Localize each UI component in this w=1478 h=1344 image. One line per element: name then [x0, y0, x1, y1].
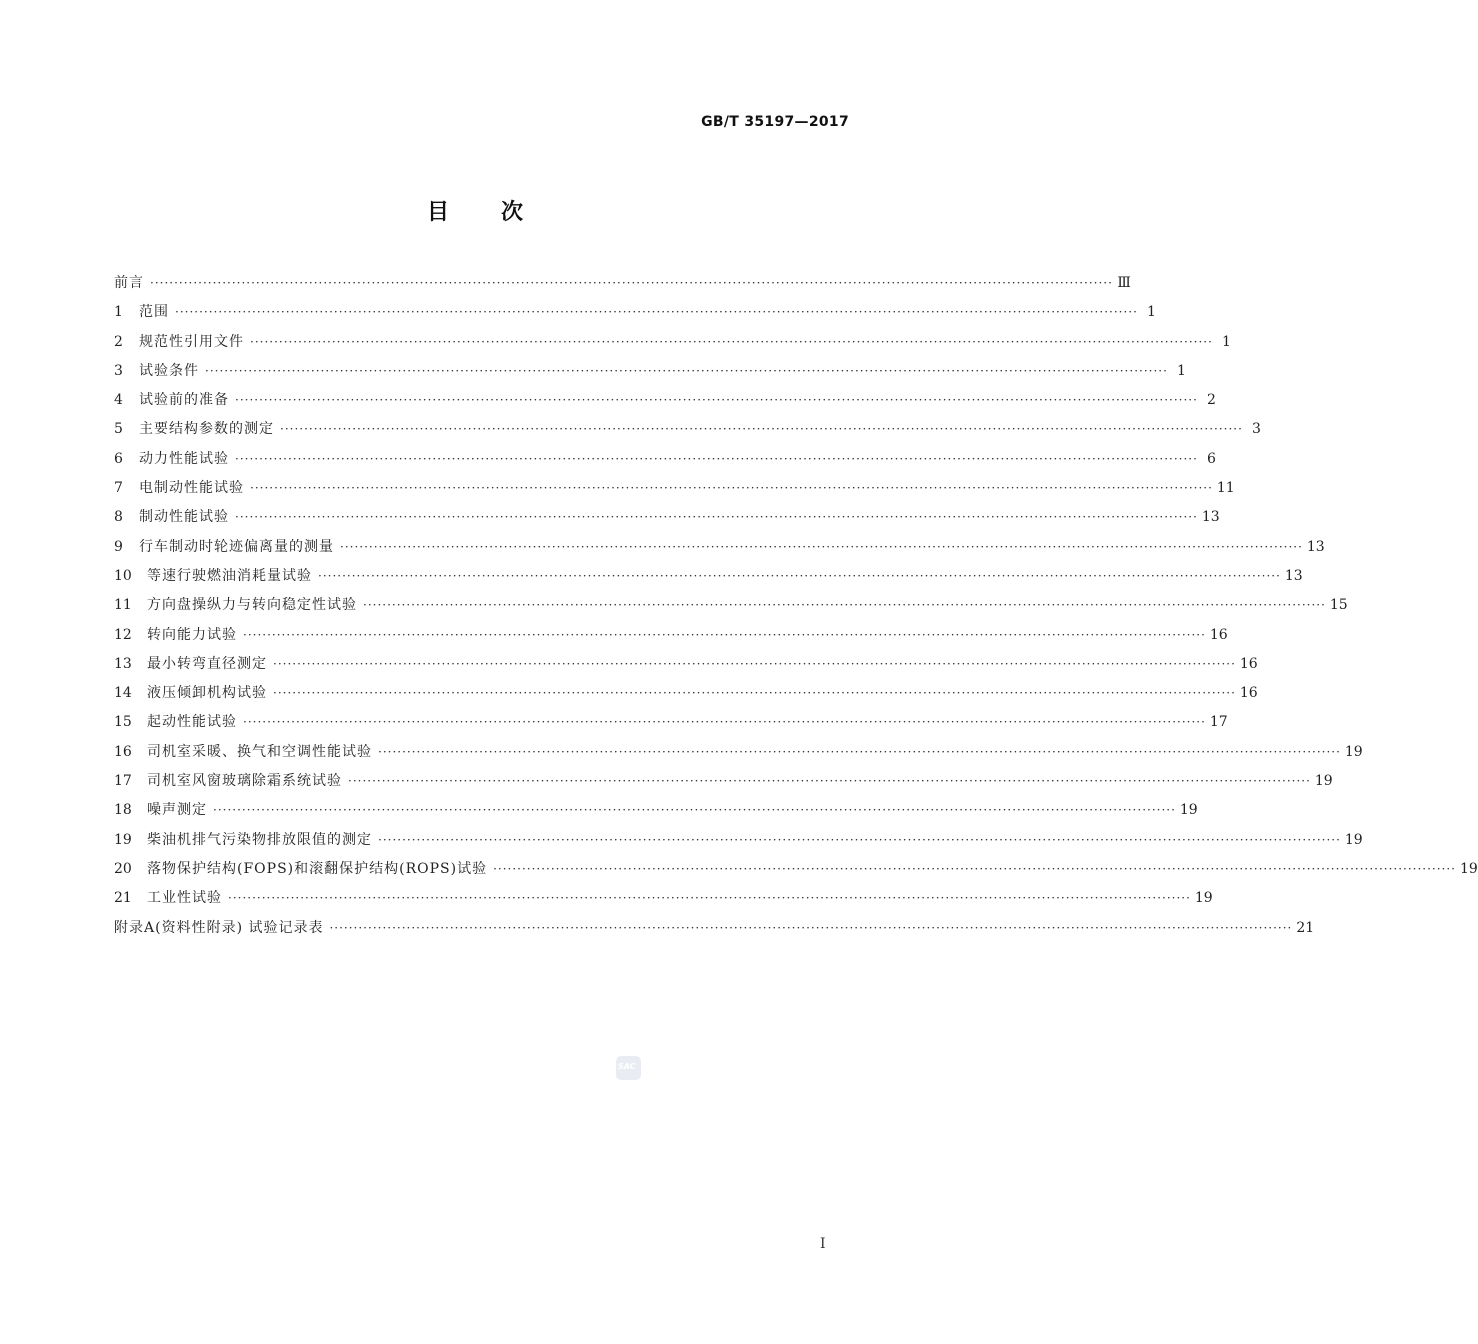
toc-entry-page: 16	[1239, 685, 1258, 702]
toc-entry-page: 1	[1146, 304, 1156, 321]
toc-leader-dots: ········································································································································································································	[273, 656, 1236, 671]
toc-entry[interactable]	[114, 328, 1231, 357]
toc-entry-number: 9	[114, 538, 123, 555]
toc-entry-title: 制动性能试验	[139, 509, 229, 526]
toc-entry-title: 最小转弯直径测定	[147, 655, 267, 672]
toc-entry[interactable]	[114, 386, 1216, 415]
toc-entry-number: 14	[114, 685, 132, 702]
toc-leader-dots: ········································································································································································································	[363, 598, 1326, 613]
toc-entry-page: 19	[1179, 802, 1198, 819]
toc-entry[interactable]	[114, 357, 1186, 386]
toc-entry-page: 17	[1209, 714, 1228, 731]
toc-entry-page: 11	[1216, 480, 1235, 497]
toc-entry-page: 1	[1221, 333, 1231, 350]
toc-entry-number: 7	[114, 480, 123, 497]
toc-leader-dots: ········································································································································································································	[329, 920, 1293, 935]
toc-entry[interactable]	[114, 767, 1333, 796]
toc-leader-dots: ········································································································································································································	[340, 539, 1303, 554]
toc-entry[interactable]	[114, 679, 1258, 708]
toc-entry[interactable]	[114, 474, 1235, 503]
toc-entry[interactable]	[114, 269, 1131, 298]
toc-leader-dots: ········································································································································································································	[228, 891, 1191, 906]
toc-entry-number: 11	[114, 597, 132, 614]
toc-entry[interactable]	[114, 796, 1198, 825]
toc-entry-number: 19	[114, 831, 132, 848]
toc-entry-title: 主要结构参数的测定	[139, 421, 274, 438]
toc-leader-dots: ········································································································································································································	[205, 363, 1168, 378]
toc-entry[interactable]	[114, 445, 1216, 474]
toc-entry-title: 噪声测定	[147, 802, 207, 819]
toc-entry-title: 试验条件	[139, 362, 199, 379]
toc-entry[interactable]	[114, 298, 1156, 327]
toc-entry[interactable]	[114, 855, 1478, 884]
toc-entry-page: Ⅲ	[1117, 275, 1131, 291]
toc-leader-dots: ········································································································································································································	[250, 481, 1213, 496]
toc-leader-dots: ········································································································································································································	[243, 715, 1206, 730]
toc-entry-number: 12	[114, 626, 132, 643]
toc-entry-title: 司机室风窗玻璃除霜系统试验	[147, 773, 342, 790]
toc-entry[interactable]	[114, 415, 1261, 444]
toc-leader-dots: ········································································································································································································	[235, 393, 1198, 408]
toc-entry-page: 19	[1459, 860, 1478, 877]
toc-leader-dots: ········································································································································································································	[493, 861, 1456, 876]
sac-logo-icon	[616, 1056, 641, 1080]
toc-entry-page: 16	[1209, 626, 1228, 643]
toc-entry-number: 1	[114, 304, 123, 321]
toc-leader-dots: ········································································································································································································	[280, 422, 1243, 437]
toc-leader-dots: ········································································································································································································	[378, 832, 1341, 847]
toc-entry-title: 司机室采暖、换气和空调性能试验	[147, 743, 372, 760]
toc-entry-page: 13	[1201, 509, 1220, 526]
toc-entry-title: 附录A(资料性附录) 试验记录表	[114, 919, 324, 936]
toc-leader-dots: ········································································································································································································	[378, 744, 1341, 759]
toc-entry-number: 10	[114, 567, 132, 584]
toc-entry[interactable]	[114, 738, 1363, 767]
toc-entry-title: 规范性引用文件	[139, 333, 244, 350]
toc-entry-number: 4	[114, 392, 123, 409]
page-title: 目次	[426, 200, 575, 225]
toc-entry[interactable]	[114, 884, 1213, 913]
toc-entry-title: 范围	[139, 304, 169, 321]
toc-entry-page: 19	[1314, 773, 1333, 790]
toc-entry-title: 方向盘操纵力与转向稳定性试验	[147, 597, 357, 614]
toc-entry-number: 5	[114, 421, 123, 438]
toc-leader-dots: ········································································································································································································	[213, 803, 1176, 818]
toc-leader-dots: ········································································································································································································	[175, 305, 1138, 320]
toc-entry-title: 液压倾卸机构试验	[147, 685, 267, 702]
toc-entry-page: 6	[1206, 450, 1216, 467]
toc-entry-title: 落物保护结构(FOPS)和滚翻保护结构(ROPS)试验	[147, 860, 488, 877]
toc-entry-number: 16	[114, 743, 132, 760]
toc-entry-number: 20	[114, 860, 132, 877]
toc-entry-number: 17	[114, 773, 132, 790]
toc-entry[interactable]	[114, 503, 1220, 532]
toc-entry-page: 19	[1194, 890, 1213, 907]
toc-entry[interactable]	[114, 708, 1228, 737]
toc-entry-page: 15	[1329, 597, 1348, 614]
toc-leader-dots: ········································································································································································································	[150, 276, 1113, 290]
toc-entry-title: 电制动性能试验	[139, 480, 244, 497]
toc-entry-title: 柴油机排气污染物排放限值的测定	[147, 831, 372, 848]
toc-entry-title: 工业性试验	[147, 890, 222, 907]
toc-entry-number: 21	[114, 890, 132, 907]
toc-entry-title: 行车制动时轮迹偏离量的测量	[139, 538, 334, 555]
toc-leader-dots: ········································································································································································································	[235, 510, 1198, 525]
toc-entry-page: 13	[1306, 538, 1325, 555]
table-of-contents	[114, 269, 1478, 943]
toc-entry-title: 起动性能试验	[147, 714, 237, 731]
toc-entry-number: 13	[114, 655, 132, 672]
toc-leader-dots: ········································································································································································································	[348, 774, 1311, 789]
toc-entry[interactable]	[114, 826, 1363, 855]
standard-number: GB/T 35197—2017	[701, 114, 849, 130]
toc-entry[interactable]	[114, 591, 1348, 620]
toc-entry-title: 前言	[114, 275, 144, 291]
toc-entry-number: 6	[114, 450, 123, 467]
toc-entry-page: 19	[1344, 743, 1363, 760]
toc-entry-title: 动力性能试验	[139, 450, 229, 467]
toc-entry-page: 21	[1296, 919, 1315, 936]
toc-entry-title: 试验前的准备	[139, 392, 229, 409]
toc-leader-dots: ········································································································································································································	[250, 334, 1213, 349]
toc-leader-dots: ········································································································································································································	[318, 568, 1281, 583]
toc-entry-number: 18	[114, 802, 132, 819]
toc-entry[interactable]	[114, 562, 1303, 591]
toc-entry-number: 8	[114, 509, 123, 526]
toc-entry-page: 16	[1239, 655, 1258, 672]
watermark-text: SAC	[618, 1062, 636, 1071]
toc-entry[interactable]	[114, 533, 1325, 562]
toc-entry-title: 等速行驶燃油消耗量试验	[147, 567, 312, 584]
toc-entry-number: 3	[114, 362, 123, 379]
toc-entry-page: 1	[1176, 362, 1186, 379]
toc-entry-page: 3	[1251, 421, 1261, 438]
toc-entry-number: 2	[114, 333, 123, 350]
toc-leader-dots: ········································································································································································································	[243, 627, 1206, 642]
toc-entry-number: 15	[114, 714, 132, 731]
toc-entry-page: 2	[1206, 392, 1216, 409]
toc-entry[interactable]	[114, 621, 1228, 650]
toc-entry[interactable]	[114, 650, 1258, 679]
toc-entry-page: 13	[1284, 567, 1303, 584]
toc-entry-title: 转向能力试验	[147, 626, 237, 643]
toc-entry-page: 19	[1344, 831, 1363, 848]
toc-leader-dots: ········································································································································································································	[273, 686, 1236, 701]
toc-entry[interactable]	[114, 914, 1315, 943]
toc-leader-dots: ········································································································································································································	[235, 451, 1198, 466]
page-number: I	[820, 1236, 826, 1252]
